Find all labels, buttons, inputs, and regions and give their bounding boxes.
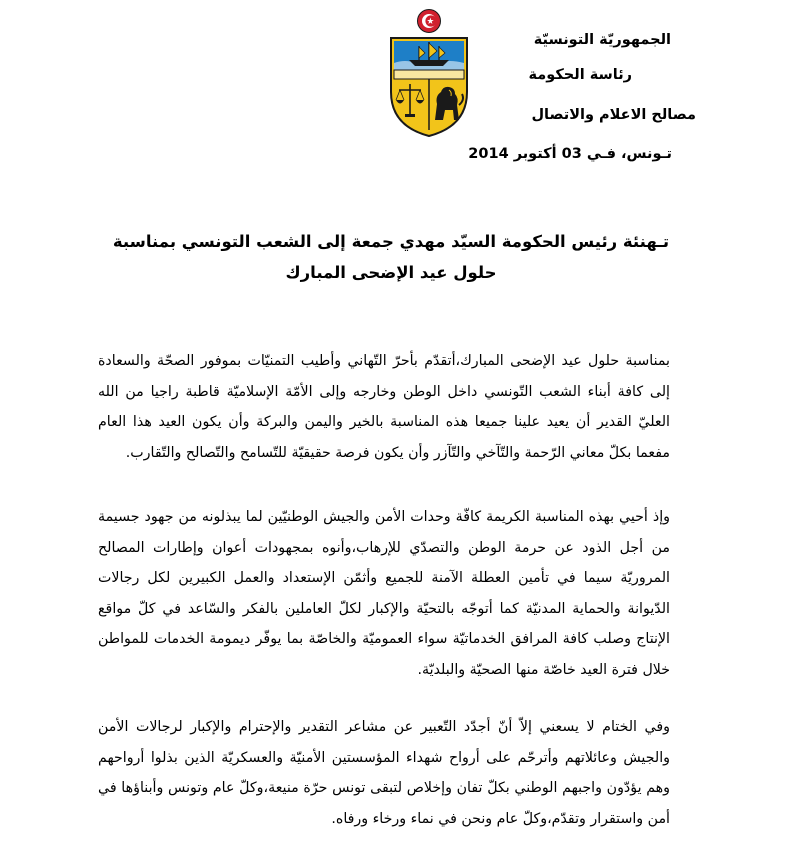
body-paragraph-3: وفي الختام لا يسعني إلاّ أنّ أجدّد التّعبير عن مشاعر التقدير والإحترام والإكبار لرجالات الأمن والجيش وعائلاتهم وأترحّم على أرواح شهداء المؤسستين الأمنيّة والعسكريّة الذين بذلوا أرواحهم وهم يؤدّون واجبهم الوطني بكلّ تفان وإخلاص لتبقى تونس حرّة منيعة،وكلّ عام وتونس وأبناؤها في أمن واستقرار وتقدّم،وكلّ عام ونحن في نماء ورخاء ورفاه. [98, 719, 670, 827]
body-paragraph-1: بمناسبة حلول عيد الإضحى المبارك،أتقدّم بأحرّ التّهاني وأطيب التمنيّات بموفور الصحّة والسعادة إلى كافة أبناء الشعب التّونسي داخل الوطن وخارجه وإلى الأمّة الإسلاميّة قاطبة راجيا من الله العليّ القدير أن يعيد علينا جميعا هذه المناسبة بالخير واليمن والبركة وأن يكون العيد هذا العام مفعما بكلّ معاني الرّحمة والتّآخي والتّآزر وأن يكون فرصة حقيقيّة للتّسامح والتّصالح والتّقارب. [98, 353, 670, 461]
title-line-1: تـهنئة رئيس الحكومة السيّد مهدي جمعة إلى الشعب التونسي بمناسبة [112, 232, 670, 251]
tunisia-coat-of-arms-icon [385, 8, 473, 140]
header-republic: الجمهوريّة التونسيّة [533, 32, 671, 48]
header-government: رئاسة الحكومة [528, 67, 632, 83]
body-paragraph-2: وإذ أحيي بهذه المناسبة الكريمة كافّة وحدات الأمن والجيش الوطنيّين لما يبذلونه من جهود جسيمة من أجل الذود عن حرمة الوطن والتصدّي للإرهاب،وأنوه بمجهودات أعوان وإطارات المصالح المروريّة سيما في تأمين العطلة الآمنة للجميع وأثمّن الإستعداد والعمل الكبيرين لكل رجالات الدّيوانة والحماية المدنيّة كما أتوجّه بالتحيّة والإكبار لكلّ العاملين بالفكر والسّاعد في كلّ مواقع الإنتاج وصلب كافة المرافق الخدماتيّة سواء العموميّة والخاصّة بما يوفّر ديمومة الخدمات للمواطن خلال فترة العيد خاصّة منها الصحيّة والبلديّة. [98, 509, 670, 678]
dateline: تـونس، فـي 03 أكتوبر 2014 [468, 146, 672, 162]
title-line-2: حلول عيد الإضحى المبارك [285, 263, 497, 282]
header-services: مصالح الاعلام والاتصال [531, 107, 696, 123]
